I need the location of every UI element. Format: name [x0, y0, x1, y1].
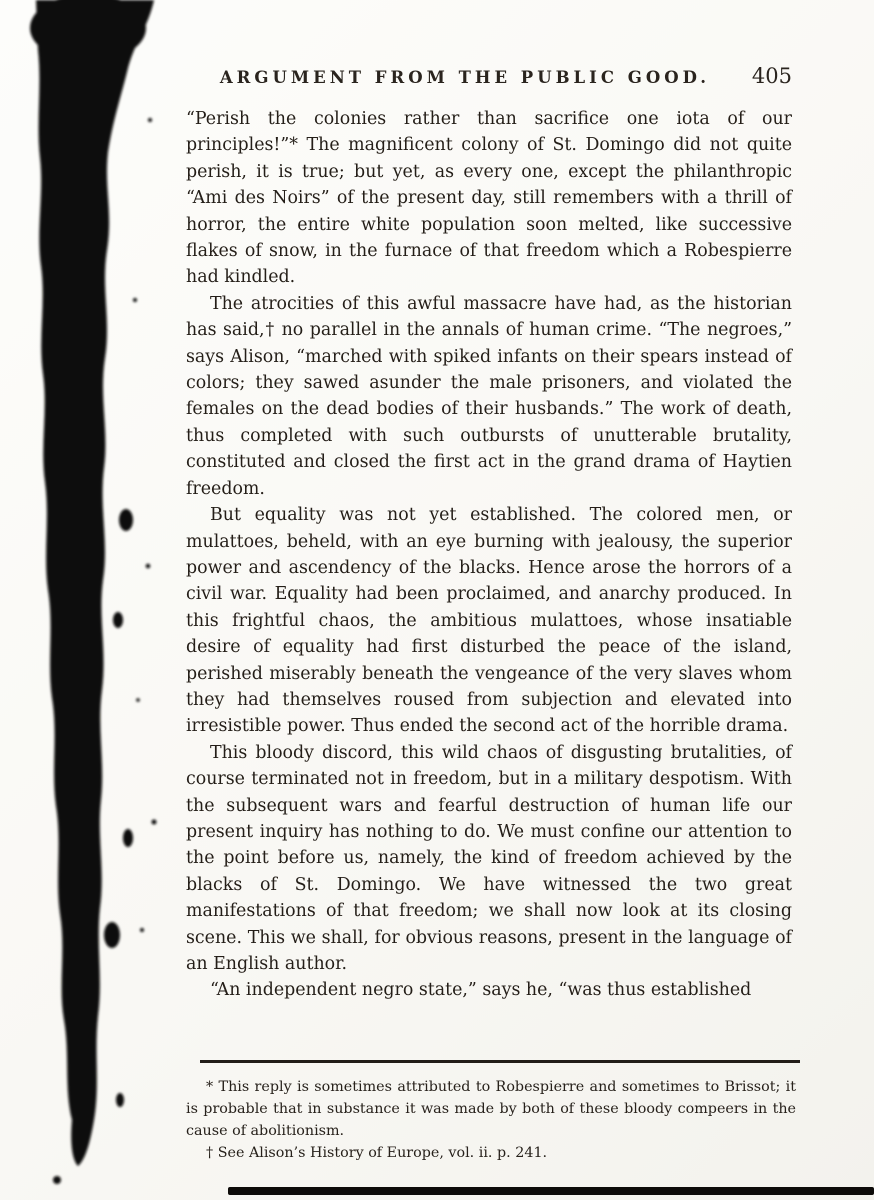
- paragraph-5: “An independent negro state,” says he, “was thus established: [210, 980, 752, 1001]
- footnote-marker: †: [206, 1145, 214, 1161]
- footnotes: [186, 1076, 796, 1164]
- bottom-scan-artifact: [228, 1187, 874, 1195]
- footnote-2: [186, 1142, 796, 1164]
- footnote-text: See Alison’s History of Europe, vol. ii. p. 241.: [217, 1145, 548, 1161]
- running-title: ARGUMENT FROM THE PUBLIC GOOD.: [219, 68, 711, 87]
- paragraph-4: This bloody discord, this wild chaos of disgusting brutalities, of course terminated not in freedom, but in a military despotism. With the subsequent wars and fearful destruction of human life our present inquiry has nothing to do. We must confine our attention to the point before us, namely, the kind of freedom achieved by the blacks of St. Domingo. We have witnessed the two great manifestations of that freedom; we shall now look at its closing scene. This we shall, for obvious reasons, present in the language of an English author.: [186, 742, 792, 974]
- page-header: [188, 64, 792, 88]
- paragraph-3: But equality was not yet established. The colored men, or mulattoes, beheld, with an eye burning with jealousy, the superior power and ascendency of the blacks. Hence arose the horrors of a civil war. Equality had been proclaimed, and anarchy produced. In this frightful chaos, the ambitious mulattoes, whose insatiable desire of equality had first disturbed the peace of the island, perished miserably beneath the vengeance of the very slaves whom they had themselves roused from subjection and elevated into irresistible power. Thus ended the second act of the horrible drama.: [186, 505, 792, 737]
- paragraph-1: “Perish the colonies rather than sacrifice one iota of our principles!”* The magnificent colony of St. Domingo did not quite perish, it is true; but yet, as every one, except the philanthropic “Ami des Noirs” of the present day, still remembers with a thrill of horror, the entire white population soon melted, like successive flakes of snow, in the furnace of that freedom which a Robespierre had kindled.: [186, 109, 792, 288]
- page-number: 405: [751, 64, 792, 88]
- footnote-marker: *: [206, 1079, 214, 1095]
- footnote-rule: [200, 1060, 800, 1063]
- footnote-1: [186, 1076, 796, 1142]
- ink-stain-artifact: [0, 0, 175, 1200]
- body-text: [186, 106, 792, 1004]
- paragraph-2: The atrocities of this awful massacre have had, as the historian has said,† no parallel in the annals of human crime. “The negroes,” says Alison, “marched with spiked infants on their spears instead of colors; they sawed asunder the male prisoners, and violated the females on the dead bodies of their husbands.” The work of death, thus completed with such outbursts of unutterable brutality, constituted and closed the first act in the grand drama of Haytien freedom.: [186, 293, 792, 499]
- footnote-text: This reply is sometimes attributed to Robespierre and sometimes to Brissot; it is probable that in substance it was made by both of these bloody compeers in the cause of abolitionism.: [186, 1079, 796, 1139]
